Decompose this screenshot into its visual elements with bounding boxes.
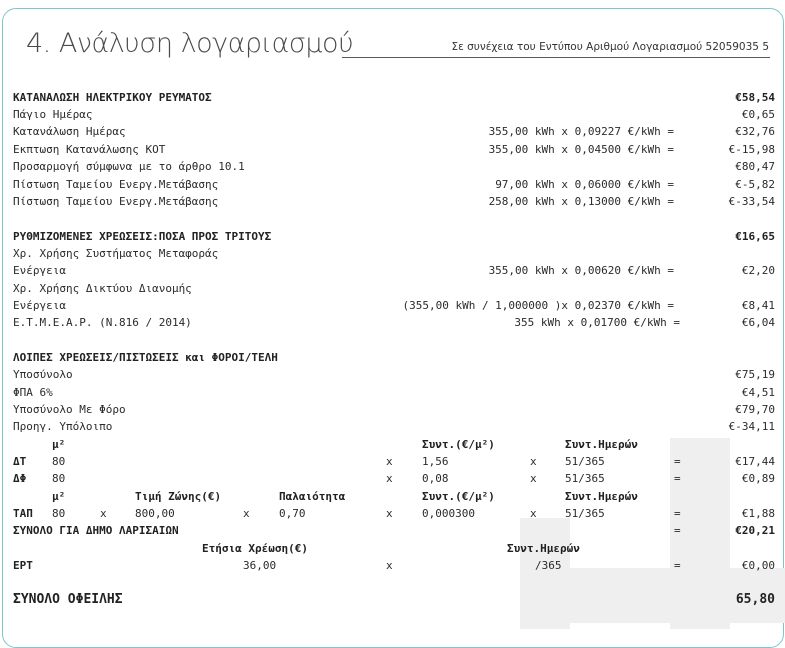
multiply-sign: x: [243, 507, 250, 520]
section-total: €58,54: [735, 91, 775, 104]
section-title: ΚΑΤΑΝΑΛΩΣΗ ΗΛΕΚΤΡΙΚΟΥ ΡΕΥΜΑΤΟΣ: [13, 91, 212, 104]
line-label: Προηγ. Υπόλοιπο: [13, 420, 113, 433]
line-amount: €75,19: [735, 368, 775, 381]
multiply-sign: x: [386, 472, 393, 485]
fee-code: ΔΤ: [13, 455, 27, 468]
coefficient-header: Συντ.(€/μ²): [422, 490, 495, 503]
area-unit-header: μ²: [52, 490, 66, 503]
municipality-total-amount: €20,21: [735, 524, 775, 537]
days-header: Συντ.Ημερών: [565, 490, 638, 503]
line-calc: 355,00 kWh x 0,04500 €/kWh =: [488, 143, 674, 156]
line-amount: €-34,11: [728, 420, 775, 433]
line-label: Πάγιο Ημέρας: [13, 108, 93, 121]
line-amount: €79,70: [735, 403, 775, 416]
fee-code: ΕΡΤ: [13, 559, 33, 572]
days-header: Συντ.Ημερών: [565, 438, 638, 451]
fee-coefficient: 0,000300: [422, 507, 475, 520]
area-unit-header: μ²: [52, 438, 66, 451]
multiply-sign: x: [530, 507, 537, 520]
line-label: Προσαρμογή σύμφωνα με το άρθρο 10.1: [13, 160, 245, 173]
line-label: ΦΠΑ 6%: [13, 386, 53, 399]
account-reference: Σε συνέχεια του Εντύπου Αριθμού Λογαριασμού 52059035 5: [451, 41, 769, 53]
section-total: €16,65: [735, 230, 775, 243]
line-label: Ενέργεια: [13, 264, 66, 277]
fee-coefficient: 1,56: [422, 455, 449, 468]
fee-area: 80: [52, 507, 66, 520]
line-amount: €6,04: [741, 316, 775, 329]
equals-sign: =: [674, 472, 681, 485]
title-underline: [342, 57, 770, 58]
line-amount: €0,65: [741, 108, 775, 121]
fee-code: ΤΑΠ: [13, 507, 33, 520]
equals-sign: =: [674, 507, 681, 520]
fee-code: ΔΦ: [13, 472, 27, 485]
fee-days: 51/365: [565, 472, 605, 485]
municipality-total-label: ΣΥΝΟΛΟ ΓΙΑ ΔΗΜΟ ΛΑΡΙΣΑΙΩΝ: [13, 524, 179, 537]
line-amount: €-15,98: [728, 143, 775, 156]
grand-total-label: ΣΥΝΟΛΟ ΟΦΕΙΛΗΣ: [13, 592, 123, 607]
line-calc: (355,00 kWh / 1,000000 )x 0,02370 €/kWh =: [402, 299, 674, 312]
annual-charge: 36,00: [243, 559, 277, 572]
multiply-sign: x: [100, 507, 107, 520]
line-amount: €4,51: [741, 386, 775, 399]
line-calc: 97,00 kWh x 0,06000 €/kWh =: [495, 178, 674, 191]
fee-days: /365: [535, 559, 562, 572]
equals-sign: =: [674, 559, 681, 572]
line-calc: 355,00 kWh x 0,09227 €/kWh =: [488, 125, 674, 138]
zone-price-header: Τιμή Ζώνης(€): [135, 490, 222, 503]
fee-days: 51/365: [565, 455, 605, 468]
age-factor: 0,70: [279, 507, 306, 520]
fee-coefficient: 0,08: [422, 472, 449, 485]
coefficient-header: Συντ.(€/μ²): [422, 438, 495, 451]
line-amount: €8,41: [741, 299, 775, 312]
equals-sign: =: [674, 524, 681, 537]
days-header: Συντ.Ημερών: [507, 542, 580, 555]
line-label: Χρ. Χρήσης Δικτύου Διανομής: [13, 282, 192, 295]
multiply-sign: x: [530, 472, 537, 485]
line-label: Κατανάλωση Ημέρας: [13, 125, 126, 138]
multiply-sign: x: [386, 559, 393, 572]
age-header: Παλαιότητα: [279, 490, 346, 503]
multiply-sign: x: [386, 455, 393, 468]
fee-area: 80: [52, 455, 66, 468]
line-calc: 258,00 kWh x 0,13000 €/kWh =: [488, 195, 674, 208]
line-calc: 355,00 kWh x 0,00620 €/kWh =: [488, 264, 674, 277]
zone-price: 800,00: [135, 507, 175, 520]
line-amount: €-5,82: [735, 178, 775, 191]
line-label: Υποσύνολο Με Φόρο: [13, 403, 126, 416]
line-amount: €32,76: [735, 125, 775, 138]
line-amount: €-33,54: [728, 195, 775, 208]
line-label: Ε.Τ.Μ.Ε.Α.Ρ. (Ν.816 / 2014): [13, 316, 192, 329]
line-label: Εκπτωση Κατανάλωσης ΚΟΤ: [13, 143, 166, 156]
fee-amount: €17,44: [735, 455, 775, 468]
line-label: Πίστωση Ταμείου Ενεργ.Μετάβασης: [13, 178, 219, 191]
line-label: Υποσύνολο: [13, 368, 73, 381]
page-title: 4. Ανάλυση λογαριασμού: [26, 28, 354, 59]
line-label: Χρ. Χρήσης Συστήματος Μεταφοράς: [13, 247, 219, 260]
line-label: Ενέργεια: [13, 299, 66, 312]
fee-amount: €0,89: [741, 472, 775, 485]
fee-area: 80: [52, 472, 66, 485]
line-amount: €2,20: [741, 264, 775, 277]
section-title: ΛΟΙΠΕΣ ΧΡΕΩΣΕΙΣ/ΠΙΣΤΩΣΕΙΣ και ΦΟΡΟΙ/ΤΕΛΗ: [13, 351, 278, 364]
multiply-sign: x: [386, 507, 393, 520]
section-title: ΡΥΘΜΙΖΟΜΕΝΕΣ ΧΡΕΩΣΕΙΣ:ΠΟΣΑ ΠΡΟΣ ΤΡΙΤΟΥΣ: [13, 230, 272, 243]
line-label: Πίστωση Ταμείου Ενεργ.Μετάβασης: [13, 195, 219, 208]
fee-days: 51/365: [565, 507, 605, 520]
annual-charge-header: Ετήσια Χρέωση(€): [202, 542, 308, 555]
line-calc: 355 kWh x 0,01700 €/kWh =: [514, 316, 680, 329]
fee-amount: €1,88: [741, 507, 775, 520]
grand-total-amount: 65,80: [735, 592, 775, 607]
line-amount: €80,47: [735, 160, 775, 173]
equals-sign: =: [674, 455, 681, 468]
multiply-sign: x: [530, 455, 537, 468]
fee-amount: €0,00: [741, 559, 775, 572]
